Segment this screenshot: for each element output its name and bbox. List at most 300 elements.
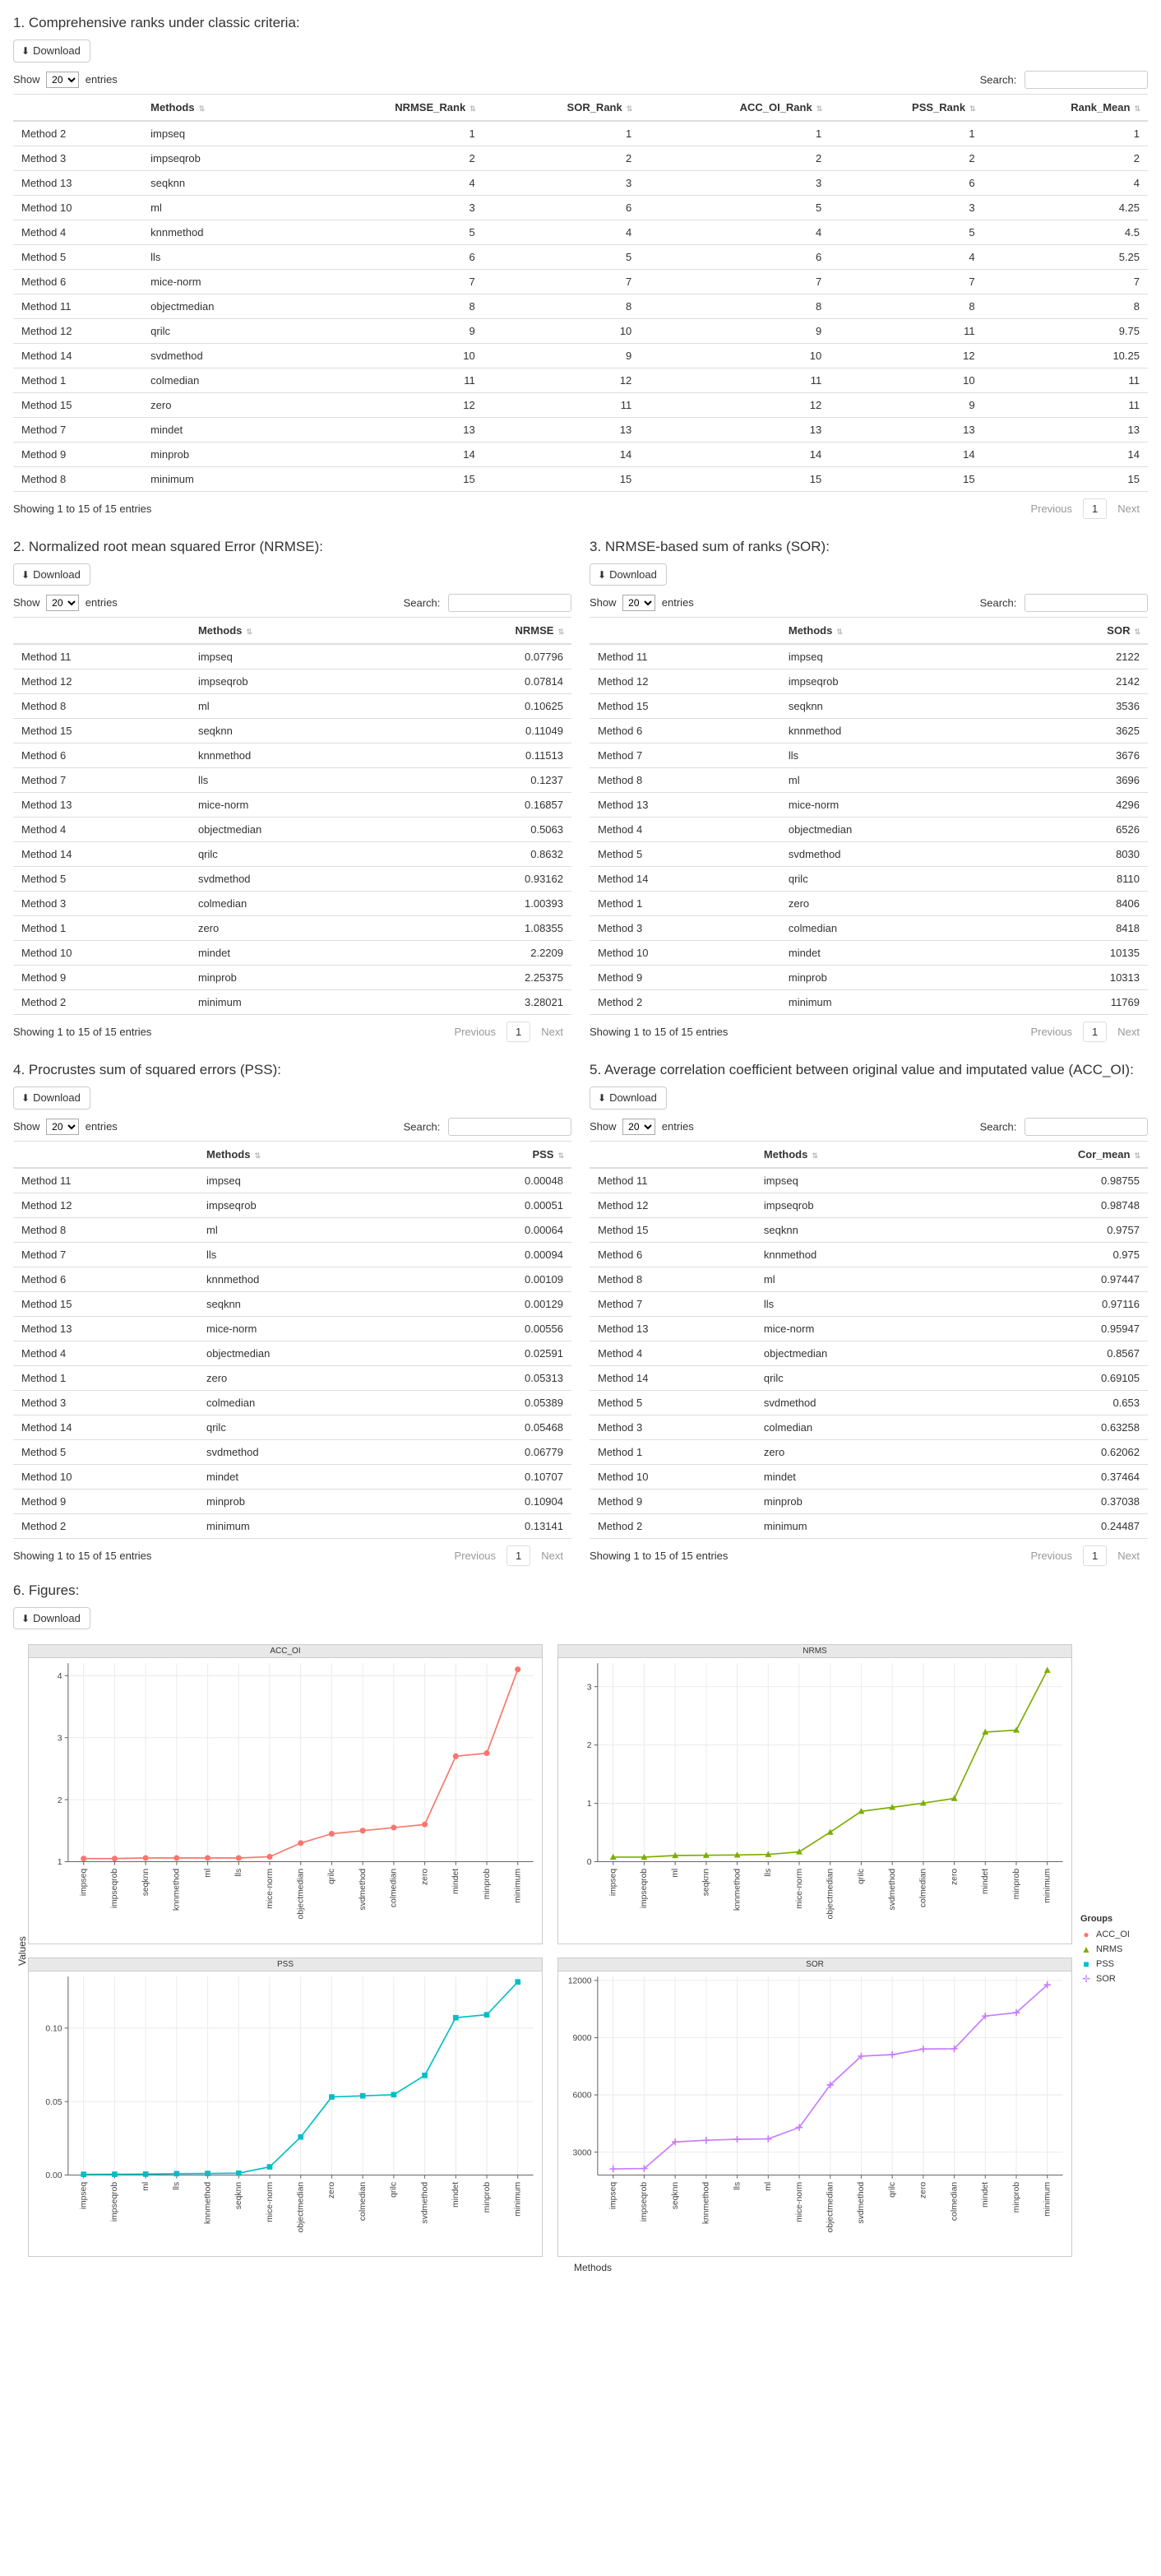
table-row[interactable] bbox=[13, 220, 1148, 244]
column-header[interactable]: Methods ⇅ bbox=[198, 1141, 419, 1168]
table-cell: 1 bbox=[640, 121, 830, 146]
svg-text:knnmethod: knnmethod bbox=[172, 1869, 182, 1911]
table-cell: mice-norm bbox=[190, 793, 401, 818]
table-row[interactable] bbox=[13, 990, 571, 1015]
sor-table bbox=[590, 617, 1148, 1014]
svg-text:minimum: minimum bbox=[513, 2181, 523, 2217]
table-cell: impseqrob bbox=[780, 669, 1008, 694]
table-row[interactable] bbox=[13, 818, 571, 842]
table-row[interactable] bbox=[13, 146, 1148, 170]
table-cell: 0.975 bbox=[954, 1242, 1148, 1267]
entries-label: entries bbox=[85, 596, 118, 609]
comprehensive-ranks-table bbox=[13, 94, 1148, 491]
table-row[interactable] bbox=[13, 1513, 571, 1538]
column-header[interactable]: SOR_Rank ⇅ bbox=[483, 94, 641, 121]
table-cell: 4 bbox=[830, 244, 983, 269]
table-row[interactable] bbox=[13, 1267, 571, 1291]
page-1-button[interactable]: 1 bbox=[1083, 1545, 1107, 1566]
table-row[interactable] bbox=[13, 1193, 571, 1217]
table-2-pager bbox=[446, 1022, 571, 1042]
table-3-info: Showing 1 to 15 of 15 entries bbox=[590, 1026, 729, 1039]
column-header[interactable]: Methods ⇅ bbox=[142, 94, 297, 121]
table-cell: 2142 bbox=[1008, 669, 1148, 694]
column-header[interactable]: Methods ⇅ bbox=[780, 618, 1008, 645]
table-row[interactable] bbox=[13, 644, 571, 669]
column-header[interactable]: PSS ⇅ bbox=[419, 1141, 571, 1168]
download-button-1[interactable] bbox=[13, 39, 90, 63]
sort-icon: ⇅ bbox=[812, 1151, 817, 1160]
svg-text:colmedian: colmedian bbox=[950, 2181, 960, 2221]
table-row[interactable] bbox=[13, 744, 571, 768]
svg-text:qrilc: qrilc bbox=[389, 2181, 399, 2198]
page-1-button[interactable]: 1 bbox=[506, 1545, 530, 1566]
svg-text:impseq: impseq bbox=[79, 1869, 89, 1897]
sections-4-5-row bbox=[13, 1057, 1148, 1566]
table-cell: Method 10 bbox=[590, 1464, 756, 1489]
column-header[interactable]: SOR ⇅ bbox=[1008, 618, 1148, 645]
table-cell: 0.06779 bbox=[419, 1439, 571, 1464]
table-cell: Method 11 bbox=[590, 644, 780, 669]
svg-text:impseq: impseq bbox=[608, 1869, 618, 1897]
table-row[interactable] bbox=[590, 966, 1148, 990]
search-control-5 bbox=[980, 1118, 1148, 1136]
table-2-controls bbox=[13, 594, 571, 612]
svg-text:seqknn: seqknn bbox=[234, 2181, 244, 2209]
table-cell: 8030 bbox=[1008, 842, 1148, 867]
page-length-select-1[interactable] bbox=[46, 72, 79, 88]
table-row[interactable] bbox=[590, 1415, 1148, 1439]
table-row[interactable] bbox=[590, 1193, 1148, 1217]
column-header[interactable] bbox=[13, 618, 190, 645]
table-2-head bbox=[13, 618, 571, 645]
table-cell: 10 bbox=[830, 368, 983, 392]
page-length-select-3[interactable] bbox=[622, 595, 655, 611]
column-header[interactable] bbox=[590, 618, 780, 645]
table-cell: seqknn bbox=[198, 1291, 419, 1316]
table-row[interactable] bbox=[13, 1415, 571, 1439]
column-header[interactable]: Methods ⇅ bbox=[190, 618, 401, 645]
table-row[interactable] bbox=[13, 269, 1148, 294]
table-row[interactable] bbox=[590, 1365, 1148, 1390]
table-row[interactable] bbox=[13, 1390, 571, 1415]
table-cell: zero bbox=[756, 1439, 954, 1464]
download-button-4[interactable] bbox=[13, 1086, 90, 1110]
table-cell: 1.00393 bbox=[401, 892, 571, 916]
table-cell: Method 1 bbox=[13, 916, 190, 941]
table-1-controls bbox=[13, 71, 1148, 89]
table-cell: Method 14 bbox=[590, 867, 780, 892]
table-cell: 14 bbox=[640, 442, 830, 466]
table-cell: impseq bbox=[190, 644, 401, 669]
svg-text:mindet: mindet bbox=[981, 2181, 991, 2208]
table-cell: qrilc bbox=[190, 842, 401, 867]
table-cell: Method 11 bbox=[590, 1168, 756, 1193]
table-cell: Method 10 bbox=[13, 195, 142, 220]
search-input-4[interactable] bbox=[448, 1118, 571, 1136]
download-button-3[interactable] bbox=[590, 563, 667, 586]
column-header[interactable] bbox=[590, 1141, 756, 1168]
section-2-title: 2. Normalized root mean squared Error (NRMSE): bbox=[13, 538, 323, 554]
table-row[interactable] bbox=[13, 318, 1148, 343]
svg-text:zero: zero bbox=[950, 1869, 960, 1886]
table-row[interactable] bbox=[13, 1291, 571, 1316]
previous-button-4[interactable]: Previous bbox=[454, 1549, 497, 1562]
table-cell: Method 15 bbox=[13, 719, 190, 744]
table-row[interactable] bbox=[13, 1316, 571, 1341]
download-icon: ⬇ bbox=[21, 568, 30, 581]
table-cell: 0.9757 bbox=[954, 1217, 1148, 1242]
table-row[interactable] bbox=[13, 1365, 571, 1390]
table-cell: 8418 bbox=[1008, 916, 1148, 941]
table-cell: impseq bbox=[780, 644, 1008, 669]
download-icon: ⬇ bbox=[21, 45, 30, 57]
page-length-select-4[interactable] bbox=[46, 1119, 79, 1135]
table-row[interactable] bbox=[590, 892, 1148, 916]
table-cell: 0.62062 bbox=[954, 1439, 1148, 1464]
table-cell: Method 14 bbox=[13, 842, 190, 867]
table-cell: 10 bbox=[297, 343, 483, 368]
table-cell: 5 bbox=[297, 220, 483, 244]
table-cell: impseqrob bbox=[756, 1193, 954, 1217]
table-cell: 0.1237 bbox=[401, 768, 571, 793]
table-cell: 0.653 bbox=[954, 1390, 1148, 1415]
svg-text:colmedian: colmedian bbox=[918, 1869, 928, 1908]
legend-label: ACC_OI bbox=[1096, 1929, 1130, 1939]
table-cell: minprob bbox=[756, 1489, 954, 1513]
table-row[interactable] bbox=[13, 694, 571, 719]
table-cell: Method 13 bbox=[13, 170, 142, 195]
table-cell: Method 3 bbox=[13, 1390, 198, 1415]
table-3-body bbox=[590, 644, 1148, 1014]
table-cell: Method 9 bbox=[590, 1489, 756, 1513]
show-label: Show bbox=[590, 1119, 617, 1133]
table-row[interactable] bbox=[590, 1217, 1148, 1242]
svg-text:lls: lls bbox=[764, 1869, 774, 1878]
page-length-control-3[interactable] bbox=[590, 595, 694, 611]
svg-text:lls: lls bbox=[234, 1869, 244, 1878]
table-row[interactable] bbox=[13, 417, 1148, 442]
table-cell: 9 bbox=[297, 318, 483, 343]
table-row[interactable] bbox=[590, 990, 1148, 1015]
next-button-4[interactable]: Next bbox=[541, 1549, 563, 1562]
table-cell: Method 6 bbox=[13, 269, 142, 294]
table-cell: 5 bbox=[483, 244, 641, 269]
table-cell: Method 1 bbox=[13, 1365, 198, 1390]
sort-icon: ⇅ bbox=[1134, 628, 1140, 637]
table-cell: 2.25375 bbox=[401, 966, 571, 990]
table-cell: Method 13 bbox=[13, 1316, 198, 1341]
chart-plot-area bbox=[29, 1971, 542, 2256]
table-3-head bbox=[590, 618, 1148, 645]
page-length-control-2[interactable] bbox=[13, 595, 118, 611]
table-row[interactable] bbox=[13, 842, 571, 867]
table-cell: Method 10 bbox=[590, 941, 780, 966]
table-row[interactable] bbox=[13, 867, 571, 892]
section-6-title: 6. Figures: bbox=[13, 1582, 80, 1598]
table-row[interactable] bbox=[13, 768, 571, 793]
previous-button-3[interactable]: Previous bbox=[1030, 1026, 1073, 1039]
table-cell: Method 3 bbox=[590, 1415, 756, 1439]
page-length-control-4[interactable] bbox=[13, 1119, 118, 1135]
table-row[interactable] bbox=[590, 916, 1148, 941]
table-2-footer bbox=[13, 1014, 571, 1042]
table-cell: 0.05389 bbox=[419, 1390, 571, 1415]
column-header[interactable]: NRMSE ⇅ bbox=[401, 618, 571, 645]
previous-button-2[interactable]: Previous bbox=[454, 1026, 497, 1039]
table-row[interactable] bbox=[13, 1168, 571, 1193]
table-row[interactable] bbox=[590, 744, 1148, 768]
table-row[interactable] bbox=[13, 392, 1148, 417]
next-button-5[interactable]: Next bbox=[1117, 1549, 1140, 1562]
table-row[interactable] bbox=[590, 1168, 1148, 1193]
table-cell: 4.25 bbox=[983, 195, 1148, 220]
column-header[interactable]: Cor_mean ⇅ bbox=[954, 1141, 1148, 1168]
table-cell: ml bbox=[190, 694, 401, 719]
download-label: Download bbox=[33, 44, 81, 57]
svg-text:minimum: minimum bbox=[1043, 2181, 1052, 2217]
table-cell: colmedian bbox=[190, 892, 401, 916]
table-cell: Method 3 bbox=[590, 916, 780, 941]
table-3-footer bbox=[590, 1014, 1148, 1042]
table-cell: Method 9 bbox=[13, 1489, 198, 1513]
table-cell: Method 4 bbox=[13, 1341, 198, 1365]
table-cell: zero bbox=[190, 916, 401, 941]
table-1-body bbox=[13, 121, 1148, 491]
table-row[interactable] bbox=[13, 1217, 571, 1242]
table-row[interactable] bbox=[590, 1513, 1148, 1538]
svg-text:objectmedian: objectmedian bbox=[296, 2181, 306, 2233]
table-row[interactable] bbox=[13, 442, 1148, 466]
chart-title: NRMS bbox=[558, 1645, 1071, 1658]
column-header[interactable] bbox=[13, 94, 142, 121]
table-cell: Method 6 bbox=[13, 1267, 198, 1291]
table-cell: svdmethod bbox=[198, 1439, 419, 1464]
table-row[interactable] bbox=[13, 669, 571, 694]
table-cell: ml bbox=[142, 195, 297, 220]
table-cell: mindet bbox=[756, 1464, 954, 1489]
search-input-5[interactable] bbox=[1025, 1118, 1148, 1136]
table-row[interactable] bbox=[590, 818, 1148, 842]
table-row[interactable] bbox=[13, 1341, 571, 1365]
table-cell: 8 bbox=[640, 294, 830, 318]
table-cell: impseqrob bbox=[142, 146, 297, 170]
table-row[interactable] bbox=[13, 1464, 571, 1489]
table-row[interactable] bbox=[13, 916, 571, 941]
table-row[interactable] bbox=[13, 1439, 571, 1464]
table-row[interactable] bbox=[13, 966, 571, 990]
table-cell: 3676 bbox=[1008, 744, 1148, 768]
table-row[interactable] bbox=[13, 294, 1148, 318]
table-row[interactable] bbox=[13, 195, 1148, 220]
svg-text:mindet: mindet bbox=[981, 1869, 991, 1895]
svg-text:impseqrob: impseqrob bbox=[640, 1869, 650, 1909]
table-cell: 0.37038 bbox=[954, 1489, 1148, 1513]
svg-text:mice-norm: mice-norm bbox=[794, 2181, 804, 2222]
page-length-control-1[interactable] bbox=[13, 72, 118, 88]
table-cell: zero bbox=[198, 1365, 419, 1390]
table-cell: 11 bbox=[983, 368, 1148, 392]
table-cell: 12 bbox=[830, 343, 983, 368]
table-4-controls bbox=[13, 1118, 571, 1136]
table-row[interactable] bbox=[590, 1439, 1148, 1464]
section-2 bbox=[13, 534, 571, 1043]
table-cell: 5.25 bbox=[983, 244, 1148, 269]
download-button-6[interactable] bbox=[13, 1607, 90, 1630]
table-cell: colmedian bbox=[756, 1415, 954, 1439]
next-button-3[interactable]: Next bbox=[1117, 1026, 1140, 1039]
legend-marker-icon: ▲ bbox=[1081, 1943, 1091, 1955]
table-cell: 0.93162 bbox=[401, 867, 571, 892]
table-cell: Method 15 bbox=[13, 1291, 198, 1316]
svg-text:zero: zero bbox=[918, 2181, 928, 2198]
table-cell: Method 7 bbox=[590, 1291, 756, 1316]
next-button-1[interactable]: Next bbox=[1117, 502, 1140, 515]
table-row[interactable] bbox=[13, 892, 571, 916]
next-button-2[interactable]: Next bbox=[541, 1026, 563, 1039]
download-icon: ⬇ bbox=[21, 1612, 30, 1624]
table-cell: Method 12 bbox=[590, 1193, 756, 1217]
svg-text:colmedian: colmedian bbox=[358, 2181, 368, 2221]
table-cell: qrilc bbox=[780, 867, 1008, 892]
show-label: Show bbox=[13, 72, 40, 86]
table-row[interactable] bbox=[590, 1242, 1148, 1267]
column-header[interactable]: Rank_Mean ⇅ bbox=[983, 94, 1148, 121]
table-cell: 0.13141 bbox=[419, 1513, 571, 1538]
table-cell: 3 bbox=[830, 195, 983, 220]
search-label: Search: bbox=[979, 73, 1017, 86]
table-row[interactable] bbox=[13, 466, 1148, 491]
svg-text:4: 4 bbox=[57, 1672, 62, 1682]
table-1-pager bbox=[1022, 498, 1148, 519]
table-cell: 5 bbox=[830, 220, 983, 244]
table-cell: Method 14 bbox=[13, 343, 142, 368]
column-header[interactable]: PSS_Rank ⇅ bbox=[830, 94, 983, 121]
table-row[interactable] bbox=[13, 170, 1148, 195]
table-row[interactable] bbox=[590, 644, 1148, 669]
table-cell: knnmethod bbox=[190, 744, 401, 768]
table-row[interactable] bbox=[590, 1464, 1148, 1489]
download-icon: ⬇ bbox=[21, 1092, 30, 1105]
table-row[interactable] bbox=[590, 669, 1148, 694]
table-row[interactable] bbox=[590, 694, 1148, 719]
sort-icon: ⇅ bbox=[557, 628, 563, 637]
table-cell: Method 4 bbox=[13, 818, 190, 842]
table-cell: 7 bbox=[297, 269, 483, 294]
page-length-select-2[interactable] bbox=[46, 595, 79, 611]
table-row[interactable] bbox=[590, 867, 1148, 892]
table-cell: 6 bbox=[297, 244, 483, 269]
page-1-button[interactable]: 1 bbox=[1083, 1022, 1107, 1042]
table-cell: 12 bbox=[640, 392, 830, 417]
search-input-1[interactable] bbox=[1025, 71, 1148, 89]
table-cell: 0.02591 bbox=[419, 1341, 571, 1365]
table-row[interactable] bbox=[590, 1341, 1148, 1365]
table-cell: objectmedian bbox=[756, 1341, 954, 1365]
page-length-select-5[interactable] bbox=[622, 1119, 655, 1135]
table-cell: Method 10 bbox=[13, 1464, 198, 1489]
table-cell: impseq bbox=[198, 1168, 419, 1193]
table-cell: Method 2 bbox=[13, 990, 190, 1015]
charts-grid bbox=[28, 1644, 1072, 2256]
table-row[interactable] bbox=[590, 1390, 1148, 1415]
table-cell: 0.05313 bbox=[419, 1365, 571, 1390]
table-row[interactable] bbox=[13, 719, 571, 744]
table-cell: 11 bbox=[297, 368, 483, 392]
search-input-3[interactable] bbox=[1025, 594, 1148, 612]
column-header[interactable]: Methods ⇅ bbox=[756, 1141, 954, 1168]
table-row[interactable] bbox=[590, 1316, 1148, 1341]
svg-text:objectmedian: objectmedian bbox=[296, 1869, 306, 1920]
table-cell: 9 bbox=[830, 392, 983, 417]
table-row[interactable] bbox=[590, 941, 1148, 966]
page-1-button[interactable]: 1 bbox=[1083, 498, 1107, 519]
table-row[interactable] bbox=[590, 1489, 1148, 1513]
table-cell: lls bbox=[780, 744, 1008, 768]
table-row[interactable] bbox=[590, 1267, 1148, 1291]
table-cell: 6 bbox=[640, 244, 830, 269]
legend-label: PSS bbox=[1096, 1958, 1115, 1969]
download-button-5[interactable] bbox=[590, 1086, 667, 1110]
table-cell: Method 11 bbox=[13, 1168, 198, 1193]
previous-button-5[interactable]: Previous bbox=[1030, 1549, 1073, 1562]
previous-button-1[interactable]: Previous bbox=[1030, 502, 1073, 515]
table-row[interactable] bbox=[590, 1291, 1148, 1316]
page-1-button[interactable]: 1 bbox=[506, 1022, 530, 1042]
table-cell: lls bbox=[198, 1242, 419, 1267]
table-row[interactable] bbox=[590, 793, 1148, 818]
table-row[interactable] bbox=[13, 941, 571, 966]
acc-oi-table bbox=[590, 1141, 1148, 1538]
table-row[interactable] bbox=[13, 1242, 571, 1267]
search-control-1 bbox=[980, 71, 1148, 89]
table-cell: 15 bbox=[483, 466, 641, 491]
section-3-title: 3. NRMSE-based sum of ranks (SOR): bbox=[590, 538, 830, 554]
table-row[interactable] bbox=[590, 842, 1148, 867]
svg-text:svdmethod: svdmethod bbox=[358, 1869, 368, 1911]
table-row[interactable] bbox=[590, 768, 1148, 793]
table-row[interactable] bbox=[13, 343, 1148, 368]
table-cell: Method 6 bbox=[13, 744, 190, 768]
table-row[interactable] bbox=[13, 368, 1148, 392]
table-cell: 2 bbox=[640, 146, 830, 170]
legend-item bbox=[1080, 1929, 1148, 1940]
page-length-control-5[interactable] bbox=[590, 1119, 694, 1135]
table-row[interactable] bbox=[590, 719, 1148, 744]
search-control-2 bbox=[404, 594, 571, 612]
column-header[interactable]: ACC_OI_Rank ⇅ bbox=[640, 94, 830, 121]
table-cell: 11 bbox=[830, 318, 983, 343]
table-cell: 6526 bbox=[1008, 818, 1148, 842]
table-row[interactable] bbox=[13, 793, 571, 818]
chart-panel bbox=[28, 1644, 543, 1944]
sort-icon: ⇅ bbox=[626, 104, 632, 113]
table-row[interactable] bbox=[13, 1489, 571, 1513]
table-row[interactable] bbox=[13, 244, 1148, 269]
column-header[interactable] bbox=[13, 1141, 198, 1168]
table-cell: zero bbox=[142, 392, 297, 417]
table-row[interactable] bbox=[13, 121, 1148, 146]
svg-text:objectmedian: objectmedian bbox=[826, 2181, 835, 2233]
search-control-4 bbox=[404, 1118, 571, 1136]
column-header[interactable]: NRMSE_Rank ⇅ bbox=[297, 94, 483, 121]
table-cell: 15 bbox=[983, 466, 1148, 491]
table-3-pager bbox=[1022, 1022, 1148, 1042]
download-button-2[interactable] bbox=[13, 563, 90, 586]
search-input-2[interactable] bbox=[448, 594, 571, 612]
table-cell: lls bbox=[142, 244, 297, 269]
table-cell: 1 bbox=[483, 121, 641, 146]
svg-text:2: 2 bbox=[586, 1741, 592, 1751]
